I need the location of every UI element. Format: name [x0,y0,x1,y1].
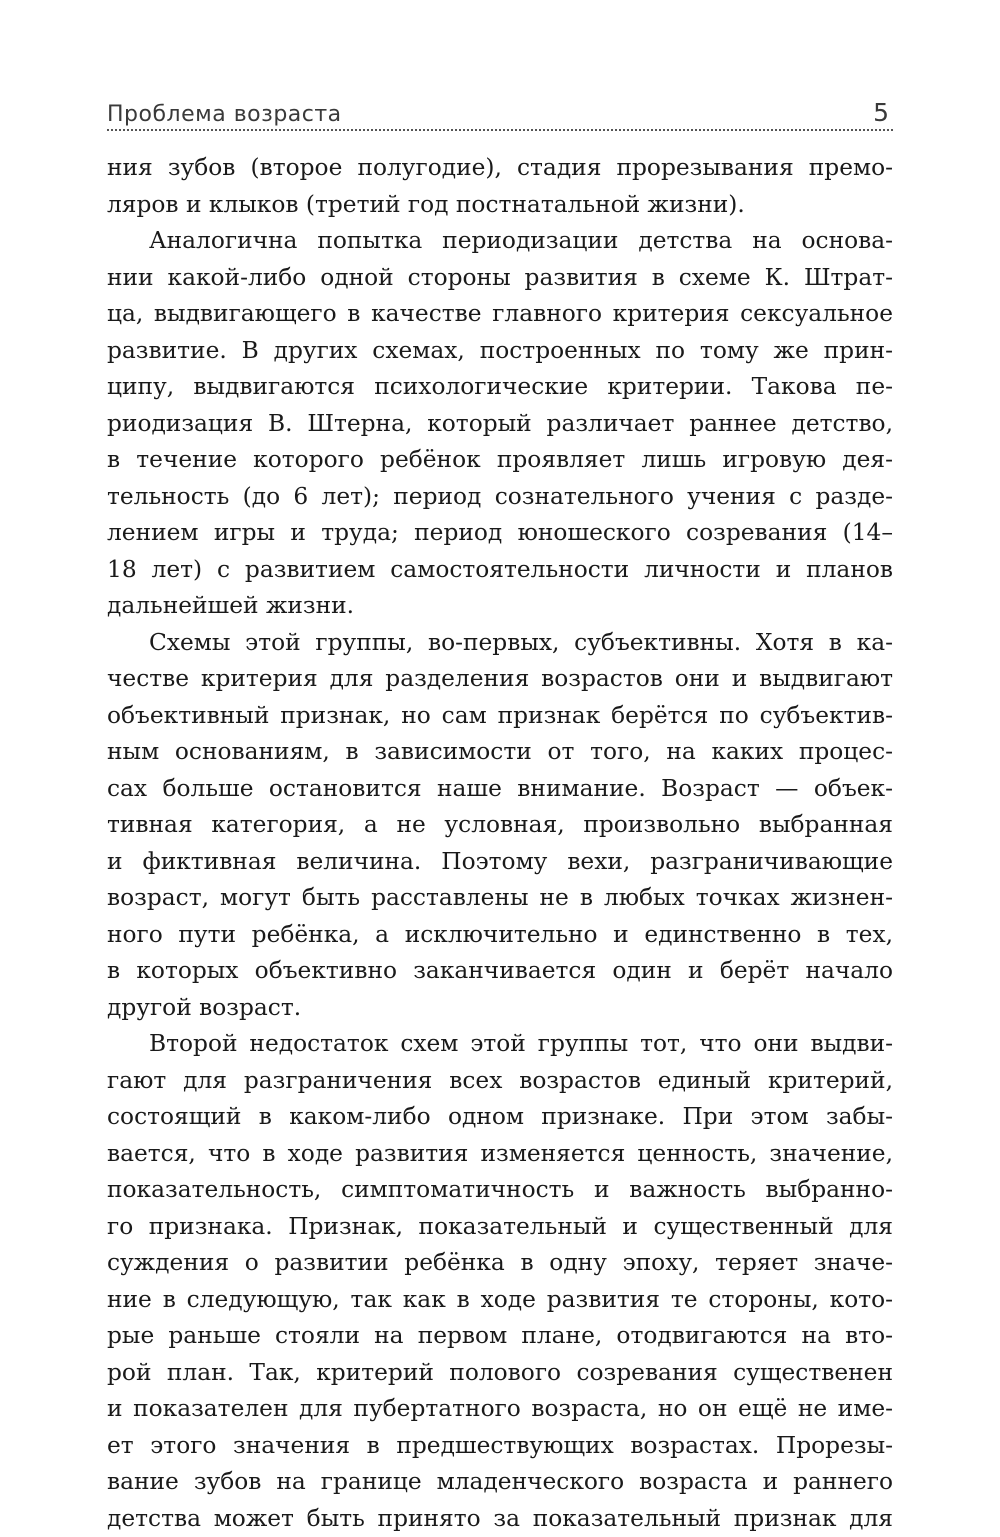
text-line: дальнейшей жизни. [107,588,893,625]
paragraph [107,150,893,223]
text-line: ципу, выдвигаются психологические критерии. Такова пе- [107,369,893,406]
text-line: в течение которого ребёнок проявляет лишь игровую дея- [107,442,893,479]
text-line: нии какой-либо одной стороны развития в схеме К. Штрат- [107,260,893,297]
text-line: лением игры и труда; период юношеского созревания (14– [107,515,893,552]
page-number: 5 [873,98,889,127]
text-line: и показателен для пубертатного возраста, но он ещё не име- [107,1391,893,1428]
text-line: го признака. Признак, показательный и существенный для [107,1209,893,1246]
text-line: Аналогична попытка периодизации детства на основа- [107,223,893,260]
text-line: тивная категория, а не условная, произвольно выбранная [107,807,893,844]
text-line: возраст, могут быть расставлены не в любых точках жизнен- [107,880,893,917]
text-line: в которых объективно заканчивается один и берёт начало [107,953,893,990]
text-line: состоящий в каком-либо одном признаке. При этом забы- [107,1099,893,1136]
text-line: объективный признак, но сам признак берётся по субъектив- [107,698,893,735]
text-line: рые раньше стояли на первом плане, отодвигаются на вто- [107,1318,893,1355]
text-line: рой план. Так, критерий полового созревания существенен [107,1355,893,1392]
text-line: детства может быть принято за показательный признак для [107,1501,893,1537]
text-line: ние в следующую, так как в ходе развития те стороны, кото- [107,1282,893,1319]
text-line: развитие. В других схемах, построенных по тому же прин- [107,333,893,370]
text-line: другой возраст. [107,990,893,1027]
text-line: и фиктивная величина. Поэтому вехи, разграничивающие [107,844,893,881]
running-header [107,98,893,134]
text-line: вается, что в ходе развития изменяется ценность, значение, [107,1136,893,1173]
text-line: тельность (до 6 лет); период сознательного учения с разде- [107,479,893,516]
text-line: гают для разграничения всех возрастов единый критерий, [107,1063,893,1100]
text-line: ным основаниям, в зависимости от того, на каких процес- [107,734,893,771]
text-line: Второй недостаток схем этой группы тот, что они выдви- [107,1026,893,1063]
text-line: ца, выдвигающего в качестве главного критерия сексуальное [107,296,893,333]
paragraph [107,223,893,625]
text-line: 18 лет) с развитием самостоятельности личности и планов [107,552,893,589]
text-line: ляров и клыков (третий год постнатальной жизни). [107,187,893,224]
text-line: ет этого значения в предшествующих возрастах. Прорезы- [107,1428,893,1465]
paragraph [107,625,893,1027]
text-line: риодизация В. Штерна, который различает раннее детство, [107,406,893,443]
header-dotted-rule [107,129,893,131]
text-line: ния зубов (второе полугодие), стадия прорезывания премо- [107,150,893,187]
body-text [107,150,893,1537]
paragraph [107,1026,893,1537]
text-line: показательность, симптоматичность и важность выбранно- [107,1172,893,1209]
text-line: суждения о развитии ребёнка в одну эпоху, теряет значе- [107,1245,893,1282]
text-line: ного пути ребёнка, а исключительно и единственно в тех, [107,917,893,954]
text-line: честве критерия для разделения возрастов они и выдвигают [107,661,893,698]
text-line: вание зубов на границе младенческого возраста и раннего [107,1464,893,1501]
text-line: Схемы этой группы, во-первых, субъективны. Хотя в ка- [107,625,893,662]
running-title: Проблема возраста [107,102,342,127]
text-line: сах больше остановится наше внимание. Возраст — объек- [107,771,893,808]
